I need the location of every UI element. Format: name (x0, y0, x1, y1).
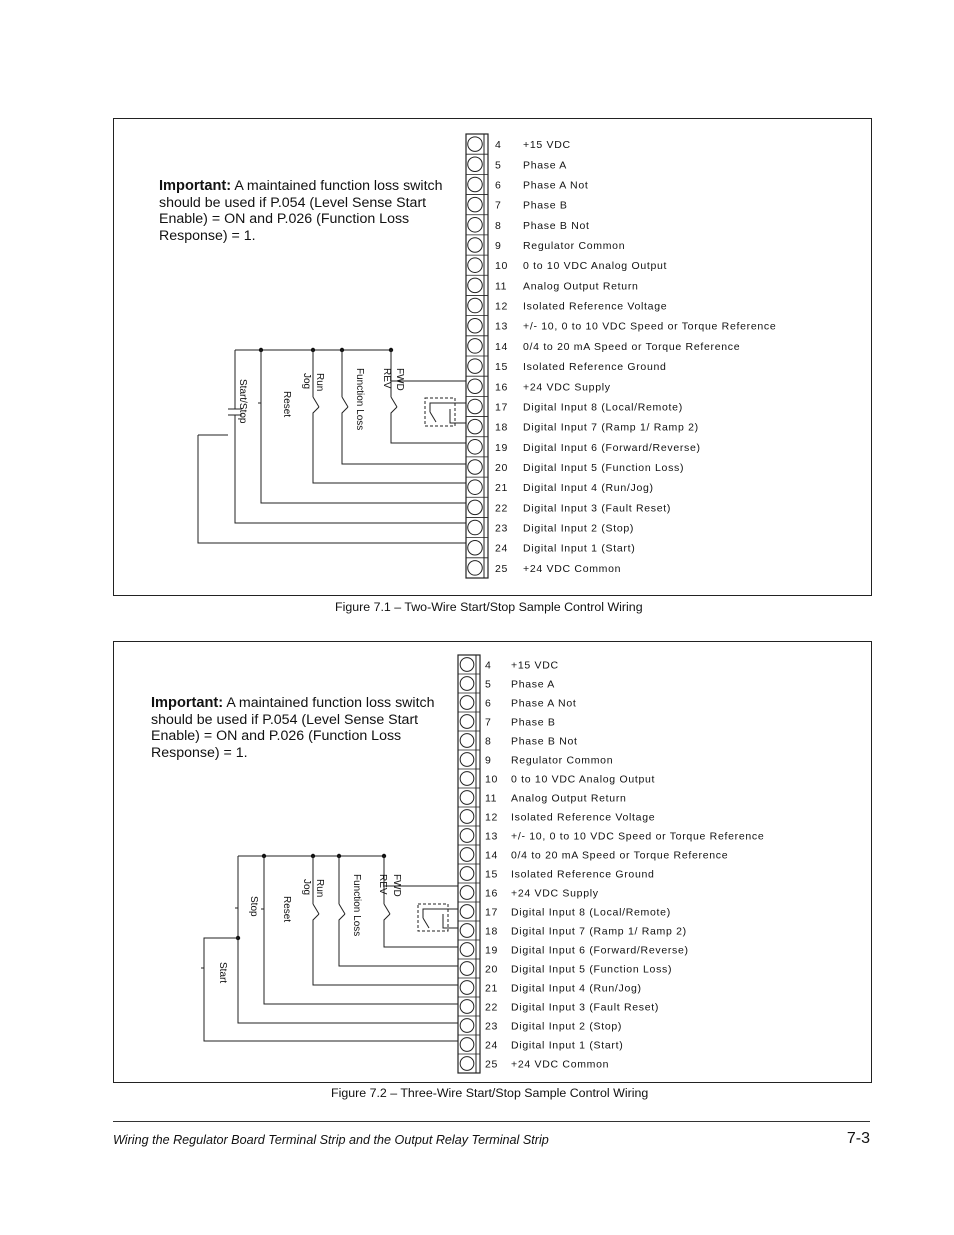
terminal-number: 4 (495, 139, 502, 152)
function-loss-label: Function Loss (351, 874, 362, 937)
terminal-screw (460, 943, 474, 957)
figure-caption: Figure 7.1 – Two-Wire Start/Stop Sample Control Wiring (335, 600, 643, 614)
terminal-number: 24 (485, 1039, 498, 1052)
terminal-screw (460, 1057, 474, 1071)
terminal-screw (468, 440, 483, 455)
terminal-description: Phase B Not (511, 735, 578, 748)
wire (423, 909, 458, 918)
terminal-description: Isolated Reference Voltage (511, 811, 656, 824)
figure-three-wire (113, 641, 872, 1083)
terminal-number: 14 (485, 849, 498, 862)
terminal-description: Regulator Common (523, 240, 626, 252)
terminal-number: 9 (485, 754, 492, 767)
terminal-description: Digital Input 6 (Forward/Reverse) (523, 441, 701, 454)
figure-caption: Figure 7.2 – Three-Wire Start/Stop Sample Control Wiring (331, 1086, 649, 1100)
terminal-description: Analog Output Return (523, 280, 639, 293)
terminal-description: +/- 10, 0 to 10 VDC Speed or Torque Reference (511, 830, 765, 843)
terminal-description: Regulator Common (511, 754, 614, 767)
wire (450, 409, 466, 423)
terminal-description: +24 VDC Common (523, 562, 622, 575)
wiring-diagram (114, 642, 871, 1082)
terminal-screw (460, 734, 474, 748)
terminal-number: 15 (485, 868, 498, 881)
terminal-screw (460, 886, 474, 900)
important-label: Important: (151, 695, 224, 711)
terminal-number: 6 (485, 697, 492, 710)
terminal-description: Digital Input 2 (Stop) (523, 522, 635, 535)
start-wire (204, 973, 458, 1041)
terminal-description: +24 VDC Common (511, 1058, 610, 1071)
terminal-screw (468, 379, 483, 394)
terminal-description: Phase A Not (511, 697, 577, 710)
terminal-screw (460, 696, 474, 710)
terminal-screw (460, 791, 474, 805)
run-jog-wire (313, 914, 458, 985)
terminal-screw (460, 1038, 474, 1052)
terminal-screw (460, 829, 474, 843)
terminal-number: 10 (485, 773, 498, 786)
terminal-description: Digital Input 8 (Local/Remote) (523, 401, 683, 414)
terminal-number: 12 (485, 811, 498, 824)
terminal-number: 15 (495, 361, 508, 374)
footer-title: Wiring the Regulator Board Terminal Strip and the Output Relay Terminal Strip (113, 1133, 549, 1147)
terminal-description: 0/4 to 20 mA Speed or Torque Reference (511, 849, 729, 862)
terminal-description: Phase B (523, 199, 568, 212)
terminal-number: 19 (495, 441, 508, 454)
stop-wire (238, 913, 458, 1023)
terminal-screw (460, 715, 474, 729)
terminal-screw (468, 419, 483, 434)
terminal-screw (468, 540, 483, 555)
reset-label: Reset (281, 391, 292, 418)
terminal-number: 20 (485, 963, 498, 976)
footer-divider (113, 1121, 870, 1122)
function-loss-switch (342, 397, 348, 407)
terminal-screw (460, 962, 474, 976)
terminal-number: 25 (485, 1058, 498, 1071)
terminal-description: Digital Input 4 (Run/Jog) (523, 482, 654, 495)
terminal-description: Phase A (511, 678, 556, 691)
fwd-label: FWD (394, 368, 405, 391)
terminal-number: 8 (495, 219, 502, 232)
terminal-screw (468, 197, 483, 212)
terminal-screw (460, 753, 474, 767)
run-label: Run (314, 373, 325, 392)
terminal-description: Digital Input 5 (Function Loss) (523, 462, 685, 474)
terminal-screw (460, 677, 474, 691)
terminal-number: 7 (495, 199, 502, 212)
important-text: A maintained function loss switch should be used if P.054 (Level Sense Start Enable) = ON and P.026 (Function Loss Response) = 1. (151, 695, 435, 761)
fwd-label: FWD (391, 874, 402, 897)
terminal-description: +/- 10, 0 to 10 VDC Speed or Torque Reference (523, 320, 777, 333)
figure-two-wire (113, 118, 872, 596)
terminal-description: Digital Input 8 (Local/Remote) (511, 906, 671, 919)
terminal-screw (468, 460, 483, 475)
important-label: Important: (159, 178, 232, 194)
terminal-number: 20 (495, 462, 508, 474)
terminal-number: 8 (485, 735, 492, 748)
terminal-description: Phase A (523, 159, 568, 172)
terminal-number: 10 (495, 260, 508, 273)
local-remote-switch (430, 412, 436, 422)
terminal-number: 11 (485, 792, 498, 805)
fwd-rev-switch (391, 397, 397, 407)
terminal-number: 19 (485, 944, 498, 957)
terminal-description: Digital Input 3 (Fault Reset) (523, 502, 672, 515)
terminal-number: 24 (495, 542, 508, 555)
terminal-description: Digital Input 6 (Forward/Reverse) (511, 944, 689, 957)
fwd-rev-wire (384, 914, 458, 947)
terminal-screw (460, 924, 474, 938)
terminal-number: 9 (495, 240, 502, 252)
terminal-number: 18 (495, 421, 508, 434)
terminal-description: Digital Input 4 (Run/Jog) (511, 982, 642, 995)
run-jog-switch (313, 904, 319, 914)
function-loss-switch (339, 904, 345, 914)
terminal-number: 5 (485, 678, 492, 691)
terminal-screw (468, 500, 483, 515)
terminal-description: Digital Input 3 (Fault Reset) (511, 1001, 660, 1014)
start-wire (235, 415, 466, 523)
terminal-number: 4 (485, 659, 492, 672)
fwd-rev-switch (384, 904, 390, 914)
terminal-number: 12 (495, 300, 508, 313)
run-jog-switch (313, 397, 319, 407)
terminal-description: 0/4 to 20 mA Speed or Torque Reference (523, 340, 741, 353)
terminal-description: Digital Input 7 (Ramp 1/ Ramp 2) (511, 925, 687, 938)
terminal-description: Isolated Reference Ground (523, 361, 667, 374)
terminal-number: 7 (485, 716, 492, 729)
terminal-number: 17 (495, 401, 508, 414)
page-number: 7-3 (846, 1130, 870, 1147)
local-remote-switch (423, 918, 429, 928)
terminal-number: 16 (485, 887, 498, 900)
wire (204, 938, 238, 964)
terminal-description: +15 VDC (511, 659, 559, 672)
terminal-screw (468, 157, 483, 172)
terminal-screw (460, 1019, 474, 1033)
important-text: A maintained function loss switch should be used if P.054 (Level Sense Start Enable) = ON and P.026 (Function Loss Response) = 1. (159, 178, 443, 244)
terminal-number: 22 (485, 1001, 498, 1014)
terminal-description: 0 to 10 VDC Analog Output (523, 260, 668, 273)
terminal-number: 18 (485, 925, 498, 938)
run-label: Run (314, 879, 325, 898)
terminal-screw (460, 867, 474, 881)
jog-label: Jog (301, 373, 312, 390)
terminal-number: 17 (485, 906, 498, 919)
terminal-number: 6 (495, 179, 502, 192)
terminal-screw (468, 561, 483, 576)
terminal-description: Digital Input 7 (Ramp 1/ Ramp 2) (523, 421, 699, 434)
terminal-number: 5 (495, 159, 502, 172)
terminal-description: +24 VDC Supply (511, 887, 599, 900)
terminal-number: 23 (485, 1020, 498, 1033)
terminal-description: Digital Input 2 (Stop) (511, 1020, 623, 1033)
terminal-number: 13 (485, 830, 498, 843)
function-loss-label: Function Loss (354, 368, 365, 431)
wire (430, 403, 466, 412)
terminal-description: Phase B (511, 716, 556, 729)
terminal-screw (468, 520, 483, 535)
terminal-screw (460, 848, 474, 862)
wiring-diagram (114, 119, 871, 595)
jog-label: Jog (301, 879, 312, 896)
terminal-screw (468, 298, 483, 313)
common-wire (198, 435, 466, 543)
stop-label: Stop (248, 896, 259, 917)
terminal-screw (468, 480, 483, 495)
terminal-description: Analog Output Return (511, 792, 627, 805)
terminal-number: 14 (495, 340, 508, 353)
start-label: Start (217, 962, 228, 984)
terminal-screw (460, 1000, 474, 1014)
terminal-screw (468, 399, 483, 414)
terminal-description: Phase B Not (523, 219, 590, 232)
terminal-description: +24 VDC Supply (523, 381, 611, 394)
terminal-description: Isolated Reference Ground (511, 868, 655, 881)
start-stop-label: Start/Stop (237, 379, 248, 424)
terminal-description: +15 VDC (523, 139, 571, 152)
terminal-number: 21 (495, 482, 508, 495)
terminal-screw (468, 278, 483, 293)
terminal-screw (468, 258, 483, 273)
terminal-screw (468, 339, 483, 354)
terminal-description: Digital Input 1 (Start) (511, 1039, 624, 1052)
terminal-screw (468, 137, 483, 152)
terminal-description: Phase A Not (523, 179, 589, 192)
terminal-description: 0 to 10 VDC Analog Output (511, 773, 656, 786)
terminal-number: 13 (495, 320, 508, 333)
run-jog-wire (313, 407, 466, 483)
terminal-screw (460, 772, 474, 786)
terminal-screw (460, 810, 474, 824)
terminal-screw (468, 318, 483, 333)
terminal-screw (468, 177, 483, 192)
terminal-description: Isolated Reference Voltage (523, 300, 668, 313)
terminal-number: 25 (495, 562, 508, 575)
rev-label: REV (381, 368, 392, 389)
terminal-description: Digital Input 5 (Function Loss) (511, 963, 673, 976)
terminal-screw (468, 238, 483, 253)
terminal-number: 16 (495, 381, 508, 394)
reset-label: Reset (281, 896, 292, 923)
terminal-number: 21 (485, 982, 498, 995)
terminal-screw (468, 359, 483, 374)
terminal-screw (468, 218, 483, 233)
terminal-screw (460, 658, 474, 672)
terminal-number: 22 (495, 502, 508, 515)
terminal-description: Digital Input 1 (Start) (523, 542, 636, 555)
wire (443, 914, 458, 928)
terminal-screw (460, 981, 474, 995)
terminal-number: 23 (495, 522, 508, 535)
rev-label: REV (377, 874, 388, 895)
terminal-screw (460, 905, 474, 919)
terminal-number: 11 (495, 280, 508, 293)
